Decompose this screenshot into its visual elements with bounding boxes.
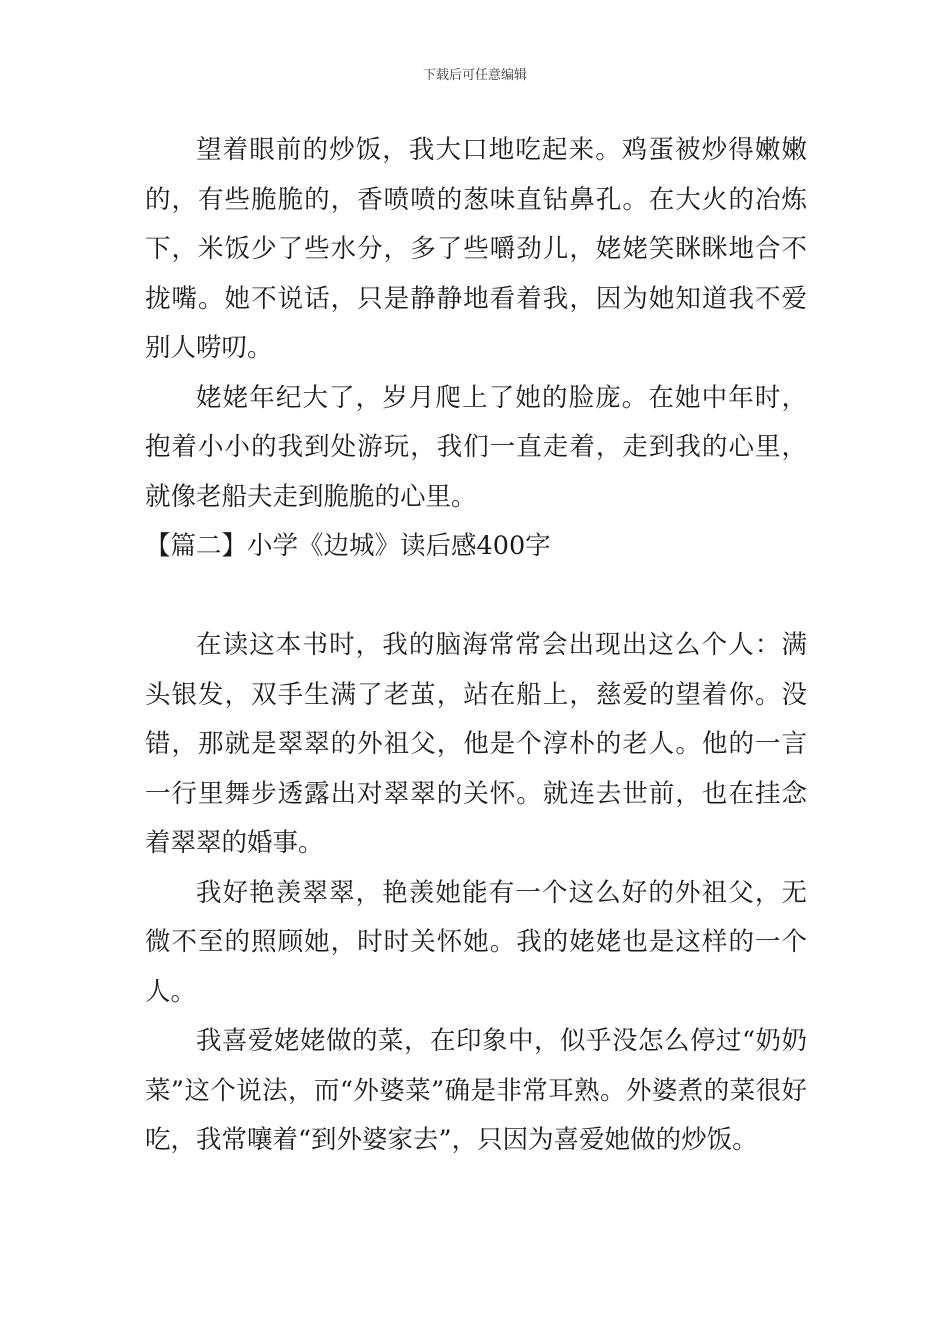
paragraph-envy: 我好艳羡翠翠，艳羡她能有一个这么好的外祖父，无微不至的照顾她，时时关怀她。我的姥姥也是这样的一个人。 xyxy=(145,877,807,1007)
document-body xyxy=(145,126,807,1166)
section-heading: 【篇二】小学《边城》读后感400字 xyxy=(145,531,551,561)
paragraph-grandfather: 在读这本书时，我的脑海常常会出现出这么个人：满头银发，双手生满了老茧，站在船上，慈爱的望着你。没错，那就是翠翠的外祖父，他是个淳朴的老人。他的一言一行里舞步透露出对翠翠的关怀。就连去世前，也在挂念着翠翠的婚事。 xyxy=(145,630,807,858)
paragraph-fried-rice: 望着眼前的炒饭，我大口地吃起来。鸡蛋被炒得嫩嫩的，有些脆脆的，香喷喷的葱味直钻鼻孔。在大火的冶炼下，米饭少了些水分，多了些嚼劲儿，姥姥笑眯眯地合不拢嘴。她不说话，只是静静地看着我，因为她知道我不爱别人唠叨。 xyxy=(145,135,807,363)
paragraph-grandma-dishes: 我喜爱姥姥做的菜，在印象中，似乎没怎么停过“奶奶菜”这个说法，而“外婆菜”确是非常耳熟。外婆煮的菜很好吃，我常嚷着“到外婆家去”，只因为喜爱她做的炒饭。 xyxy=(145,1026,807,1155)
paragraph-grandma-age: 姥姥年纪大了，岁月爬上了她的脸庞。在她中年时，抱着小小的我到处游玩，我们一直走着，走到我的心里，就像老船夫走到脆脆的心里。 xyxy=(145,382,807,512)
blank-line xyxy=(145,572,807,622)
page-header: 下载后可任意编辑 xyxy=(422,68,527,83)
